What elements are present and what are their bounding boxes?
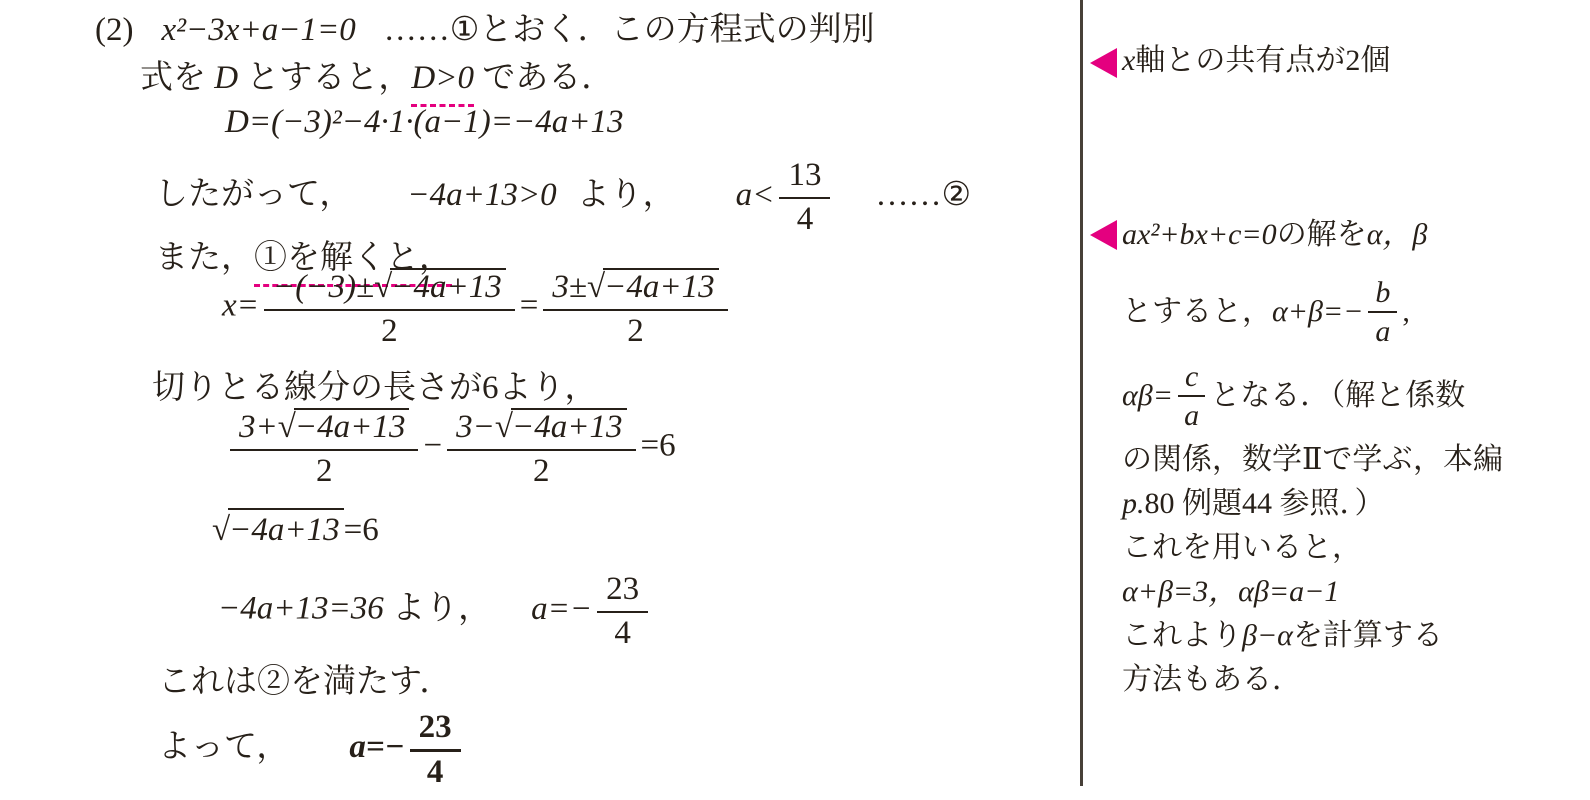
note-text: を計算する xyxy=(1292,619,1443,653)
inequality: −4a+13>0 xyxy=(407,176,557,213)
margin-note-1 xyxy=(1122,42,1390,80)
radicand: −4a+13 xyxy=(603,268,719,305)
sqrt-equation-line xyxy=(212,508,379,551)
fraction-23-4 xyxy=(410,710,461,789)
fraction-numerator: c xyxy=(1178,361,1205,397)
fraction-denominator: a xyxy=(1375,314,1391,348)
solution-line-11 xyxy=(158,662,452,703)
quadratic-general: ax²+bx+c=0 xyxy=(1122,218,1277,251)
equals-sign: = xyxy=(519,287,539,324)
therefore-text: よって， xyxy=(158,729,290,766)
radical-sign: √ xyxy=(212,512,229,548)
margin-note-2 xyxy=(1122,216,1582,702)
note-2-line-4 xyxy=(1122,438,1582,482)
beta-minus-alpha: β−α xyxy=(1242,619,1293,653)
note-1-text: 軸との共有点が2個 xyxy=(1135,44,1391,77)
page-ref-text: 80 例題44 参照．） xyxy=(1144,487,1385,521)
radical-sign: √ xyxy=(374,269,391,305)
page-ref-p: p. xyxy=(1122,487,1145,521)
solution-line-10 xyxy=(218,572,653,650)
sum-of-roots: α+β=− xyxy=(1272,295,1364,329)
fraction-denominator: a xyxy=(1184,398,1200,432)
numerator-prefix: 3+ xyxy=(239,409,278,445)
equals-six: =6 xyxy=(343,512,379,548)
numerator-prefix: −(−3)± xyxy=(272,269,375,305)
fraction-numerator: 23 xyxy=(597,572,648,613)
item-number: (2) xyxy=(95,12,134,48)
fraction-denominator: 2 xyxy=(533,452,550,489)
fraction-left xyxy=(230,408,418,488)
a-less-than: a< xyxy=(735,176,775,213)
note-2-line-3 xyxy=(1122,354,1582,438)
solution-text-2a: 式を xyxy=(140,60,215,96)
note-2-line-6 xyxy=(1122,526,1582,570)
equation-36: −4a+13=36 xyxy=(218,590,384,627)
satisfies-text: これは②を満たす． xyxy=(158,664,453,700)
fraction-denominator: 4 xyxy=(426,753,444,790)
numerator-prefix: 3− xyxy=(456,409,495,445)
note-text: これより xyxy=(1122,619,1242,653)
fraction-right xyxy=(447,408,635,488)
note-text: の関係，数学Ⅱで学ぶ，本編 xyxy=(1122,443,1503,477)
a-equals: a=− xyxy=(349,729,405,766)
fraction-denominator: 2 xyxy=(627,312,644,349)
square-root xyxy=(495,408,627,445)
highlighted-condition xyxy=(411,58,474,107)
fraction-numerator: 23 xyxy=(410,710,461,752)
fraction-23-4 xyxy=(597,572,648,650)
square-root xyxy=(374,268,506,305)
note-2-line-1 xyxy=(1122,216,1582,270)
fraction-right xyxy=(543,268,727,348)
note-text: となる．（解と係数 xyxy=(1210,379,1466,413)
fraction-13-4 xyxy=(779,158,830,236)
equation-1: x²−3x+a−1=0 xyxy=(161,12,356,48)
root-values: α+β=3，αβ=a−1 xyxy=(1122,575,1340,609)
note-triangle-icon xyxy=(1090,220,1117,250)
var-D: D xyxy=(214,60,239,96)
radical-sign: √ xyxy=(277,409,294,445)
product-of-roots: αβ= xyxy=(1122,379,1173,413)
note-2-line-7 xyxy=(1122,570,1582,614)
length-equation-line xyxy=(225,408,676,488)
solution-text-1: ……①とおく．この方程式の判別 xyxy=(383,12,875,48)
note-2-line-5 xyxy=(1122,482,1582,526)
square-root xyxy=(212,508,344,551)
final-answer xyxy=(289,709,465,790)
solution-text-4b: より， xyxy=(576,176,676,213)
condition-D-positive: D>0 xyxy=(411,60,474,96)
numerator-prefix: 3± xyxy=(552,269,587,305)
a-equals: a=− xyxy=(531,590,593,627)
solution-line-1 xyxy=(95,10,875,51)
fraction-numerator xyxy=(447,408,635,451)
solution-text-4a: したがって， xyxy=(155,176,353,213)
final-answer-line xyxy=(158,710,466,789)
note-triangle-icon xyxy=(1090,48,1117,78)
fraction-denominator: 4 xyxy=(614,614,631,651)
alpha-beta: α，β xyxy=(1366,218,1428,251)
note-2-line-9 xyxy=(1122,658,1582,702)
fraction-denominator: 4 xyxy=(796,200,814,237)
solution-line-7 xyxy=(152,368,598,409)
minus-sign: − xyxy=(423,427,443,464)
fraction-c-a xyxy=(1178,361,1205,431)
fraction-numerator xyxy=(230,408,418,451)
radical-sign: √ xyxy=(494,409,511,445)
x-equals: x= xyxy=(222,287,259,324)
fraction-left xyxy=(264,268,515,348)
var-x: x xyxy=(1122,44,1136,77)
comma: , xyxy=(1402,295,1410,329)
column-divider xyxy=(1080,0,1083,786)
solution-text-10: より， xyxy=(383,590,492,627)
quadratic-formula-line xyxy=(222,268,733,348)
fraction-denominator: 2 xyxy=(381,312,398,349)
solve-circled-1-text: ①を解くと， xyxy=(254,240,452,276)
fraction-numerator: b xyxy=(1368,277,1397,313)
segment-length-text: 切りとる線分の長さが6より， xyxy=(152,370,598,406)
radicand: −4a+13 xyxy=(390,268,506,305)
radicand: −4a+13 xyxy=(511,408,627,445)
equals-six: =6 xyxy=(640,427,676,464)
square-root xyxy=(587,268,719,305)
note-2-line-8 xyxy=(1122,614,1582,658)
equation-discriminant: D=(−3)²−4·1·(a−1)=−4a+13 xyxy=(225,104,624,140)
square-root xyxy=(278,408,410,445)
solution-line-4 xyxy=(155,158,971,236)
solution-text-2b: とすると， xyxy=(238,60,412,96)
note-text: これを用いると， xyxy=(1122,531,1362,565)
fraction-numerator xyxy=(264,268,515,311)
note-text: 方法もある． xyxy=(1122,663,1302,697)
note-text: の解を xyxy=(1276,218,1367,251)
note-text: とすると， xyxy=(1122,295,1272,329)
radical-sign: √ xyxy=(586,269,604,305)
note-2-line-2 xyxy=(1122,270,1582,354)
discriminant-equation xyxy=(225,102,624,143)
solution-line-2 xyxy=(140,58,614,107)
radicand: −4a+13 xyxy=(294,408,410,445)
fraction-numerator: 13 xyxy=(779,158,830,199)
fraction-denominator: 2 xyxy=(315,452,333,489)
fraction-numerator xyxy=(543,268,727,311)
solution-text-2c: である． xyxy=(473,60,615,96)
solution-text-5a: また， xyxy=(155,240,254,276)
fraction-b-a xyxy=(1368,277,1397,347)
radicand: −4a+13 xyxy=(228,508,344,551)
label-circled-2: ……② xyxy=(875,176,972,213)
